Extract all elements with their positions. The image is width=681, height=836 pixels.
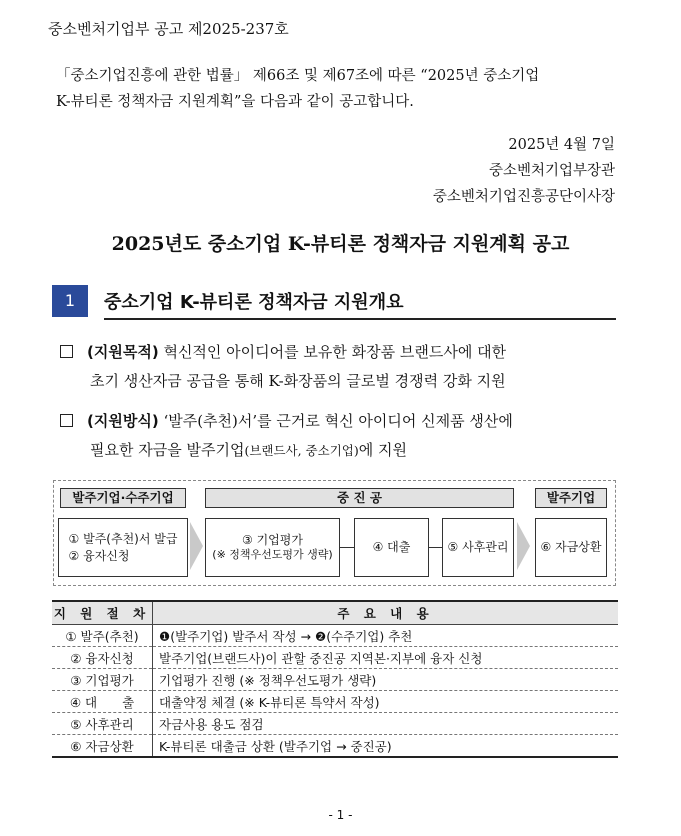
flow-header-ordering-supplier: 발주기업·수주기업: [60, 488, 186, 508]
step-text: (※ 정책우선도평가 생략): [212, 548, 333, 562]
flow-arrow-icon: [517, 522, 530, 570]
checkbox-square-icon: [60, 345, 73, 358]
section-title: 중소기업 K-뷰티론 정책자금 지원개요: [104, 292, 404, 313]
flow-header-kosmes: 중 진 공: [205, 488, 514, 508]
flow-step-loan: [354, 518, 429, 577]
bullet-method: [60, 410, 513, 431]
step-text: ② 융자신청: [68, 548, 130, 563]
bullet-label: (지원목적): [87, 343, 159, 361]
flow-connector-line: [339, 547, 354, 548]
announcement-date: 2025년 4월 7일: [508, 137, 615, 153]
table-row: [52, 691, 618, 713]
bullet-text: ‘발주(추천)서’를 근거로 혁신 아이디어 신제품 생산에: [163, 412, 513, 430]
table-row: [52, 625, 618, 647]
checkbox-square-icon: [60, 414, 73, 427]
support-procedure-table: [52, 600, 618, 758]
procedure-cell: ⑤ 사후관리: [52, 713, 153, 735]
procedure-cell: ② 융자신청: [52, 647, 153, 669]
bullet-label: (지원방식): [87, 412, 159, 430]
flow-step-repayment: [535, 518, 607, 577]
document-number: 중소벤처기업부 공고 제2025-237호: [48, 20, 289, 38]
step-text: ⑥ 자금상환: [540, 540, 602, 555]
bullet-purpose-continuation: 초기 생산자금 공급을 통해 K-화장품의 글로벌 경쟁력 강화 지원: [90, 372, 506, 390]
procedure-cell: ③ 기업평가: [52, 669, 153, 691]
table-row: [52, 735, 618, 758]
flow-step-evaluation: [205, 518, 340, 577]
table-row: [52, 669, 618, 691]
details-cell: 발주기업(브랜드사)이 관할 중진공 지역본·지부에 융자 신청: [153, 647, 619, 669]
flow-step-order-apply: [58, 518, 188, 577]
section-number-badge: 1: [52, 285, 88, 317]
document-title: 2025년도 중소기업 K-뷰티론 정책자금 지원계획 공고: [111, 233, 570, 255]
column-header-procedure: 지 원 절 차: [52, 601, 153, 625]
table-row: [52, 647, 618, 669]
bullet-text-part: 필요한 자금을 발주기업: [90, 441, 245, 459]
details-cell: K-뷰티론 대출금 상환 (발주기업 → 중진공): [153, 735, 619, 758]
procedure-cell: ① 발주(추천): [52, 625, 153, 647]
flow-connector-line: [428, 547, 442, 548]
step-text: ③ 기업평가: [242, 532, 303, 547]
table-header-row: [52, 601, 618, 625]
bullet-text-note: (브랜드사, 중소기업): [244, 443, 359, 458]
details-cell: 자금사용 용도 점검: [153, 713, 619, 735]
details-cell: 기업평가 진행 (※ 정책우선도평가 생략): [153, 669, 619, 691]
flow-step-monitoring: [442, 518, 514, 577]
bullet-method-continuation: [90, 439, 407, 460]
details-cell: 대출약정 체결 (※ K-뷰티론 특약서 작성): [153, 691, 619, 713]
table-row: [52, 713, 618, 735]
bullet-text: 혁신적인 아이디어를 보유한 화장품 브랜드사에 대한: [163, 343, 507, 361]
details-cell: ❶(발주기업) 발주서 작성 → ❷(수주기업) 추천: [153, 625, 619, 647]
step-text: ① 발주(추천)서 발급: [68, 532, 178, 547]
step-text: ⑤ 사후관리: [447, 540, 509, 555]
procedure-cell: ④ 대 출: [52, 691, 153, 713]
bullet-purpose: [60, 341, 506, 362]
step-text: ④ 대출: [372, 540, 411, 555]
intro-line-2: K-뷰티론 정책자금 지원계획”을 다음과 같이 공고합니다.: [56, 94, 414, 110]
flow-arrow-icon: [190, 522, 203, 570]
column-header-details: 주 요 내 용: [153, 601, 619, 625]
signatory-agency: 중소벤처기업진흥공단이사장: [432, 189, 615, 205]
flow-header-ordering-company: 발주기업: [535, 488, 607, 508]
bullet-text-part: 에 지원: [358, 441, 407, 459]
signatory-ministry: 중소벤처기업부장관: [488, 163, 615, 179]
section-underline: [104, 318, 616, 320]
page-number: - 1 -: [328, 808, 353, 822]
intro-line-1: 「중소기업진흥에 관한 법률」 제66조 및 제67조에 따른 “2025년 중소기업: [56, 68, 540, 84]
procedure-cell: ⑥ 자금상환: [52, 735, 153, 758]
